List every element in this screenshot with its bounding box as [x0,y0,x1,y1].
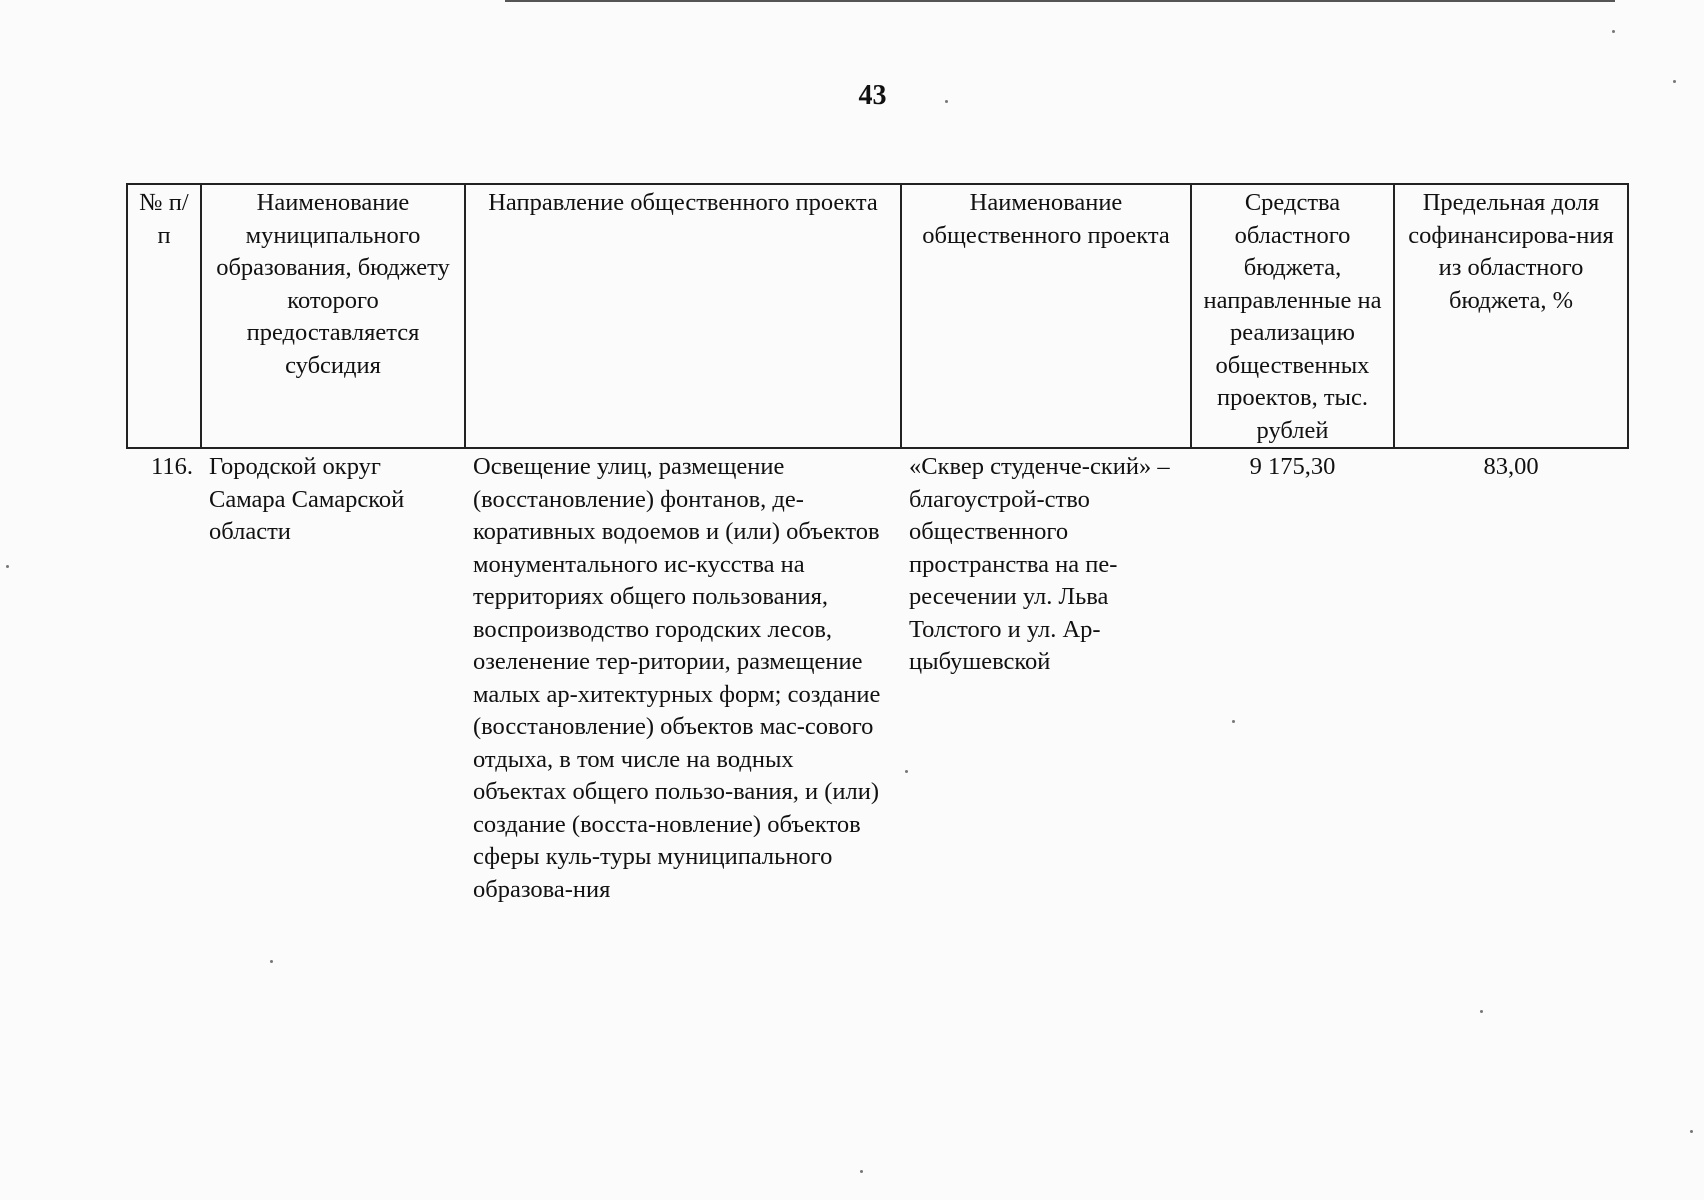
scan-speck [905,770,908,773]
table-header-row [127,184,1628,448]
header-funds: Средства областного бюджета, направленные на реализацию общественных проектов, тыс. рублей [1191,184,1394,448]
header-direction: Направление общественного проекта [465,184,901,448]
row-number: 116. [151,453,193,480]
row-share: 83,00 [1483,453,1539,480]
header-number: № п/п [127,184,201,448]
scan-speck [1232,720,1235,723]
scan-speck [945,100,948,103]
scan-speck [6,565,9,568]
row-direction: Освещение улиц, размещение (восстановление) фонтанов, де-коративных водоемов и (или) объектов монументального ис-кусства на территориях общего пользования, воспроизводство городских лесов, озеленение тер-ритории, размещение малых ар-хитектурных форм; создание (восстановление) объектов мас-сового отдыха, в том числе на водных объектах общего пользо-вания, и (или) создание (восста-новление) объектов сферы куль-туры муниципального образова-ния [473,453,881,903]
page-number: 43 [858,80,887,111]
table-row [127,448,1628,906]
scan-speck [1673,80,1676,83]
scan-speck [1480,1010,1483,1013]
row-funds: 9 175,30 [1249,453,1336,480]
scan-speck [270,960,273,963]
header-project: Наименование общественного проекта [901,184,1191,448]
header-share: Предельная доля софинансирова-ния из областного бюджета, % [1394,184,1628,448]
subsidy-table [126,183,1629,906]
row-project: «Сквер студенче-ский» – благоустрой-ство общественного пространства на пе-ресечении ул. Льва Толстого и ул. Ар-цыбушевской [909,453,1170,675]
scan-speck [860,1170,863,1173]
row-municipality: Городской округ Самара Самарской области [209,453,405,545]
header-municipality: Наименование муниципального образования, бюджету которого предоставляется субсидия [201,184,465,448]
scan-speck [1612,30,1615,33]
top-rule [505,0,1615,2]
scan-speck [1690,1130,1693,1133]
